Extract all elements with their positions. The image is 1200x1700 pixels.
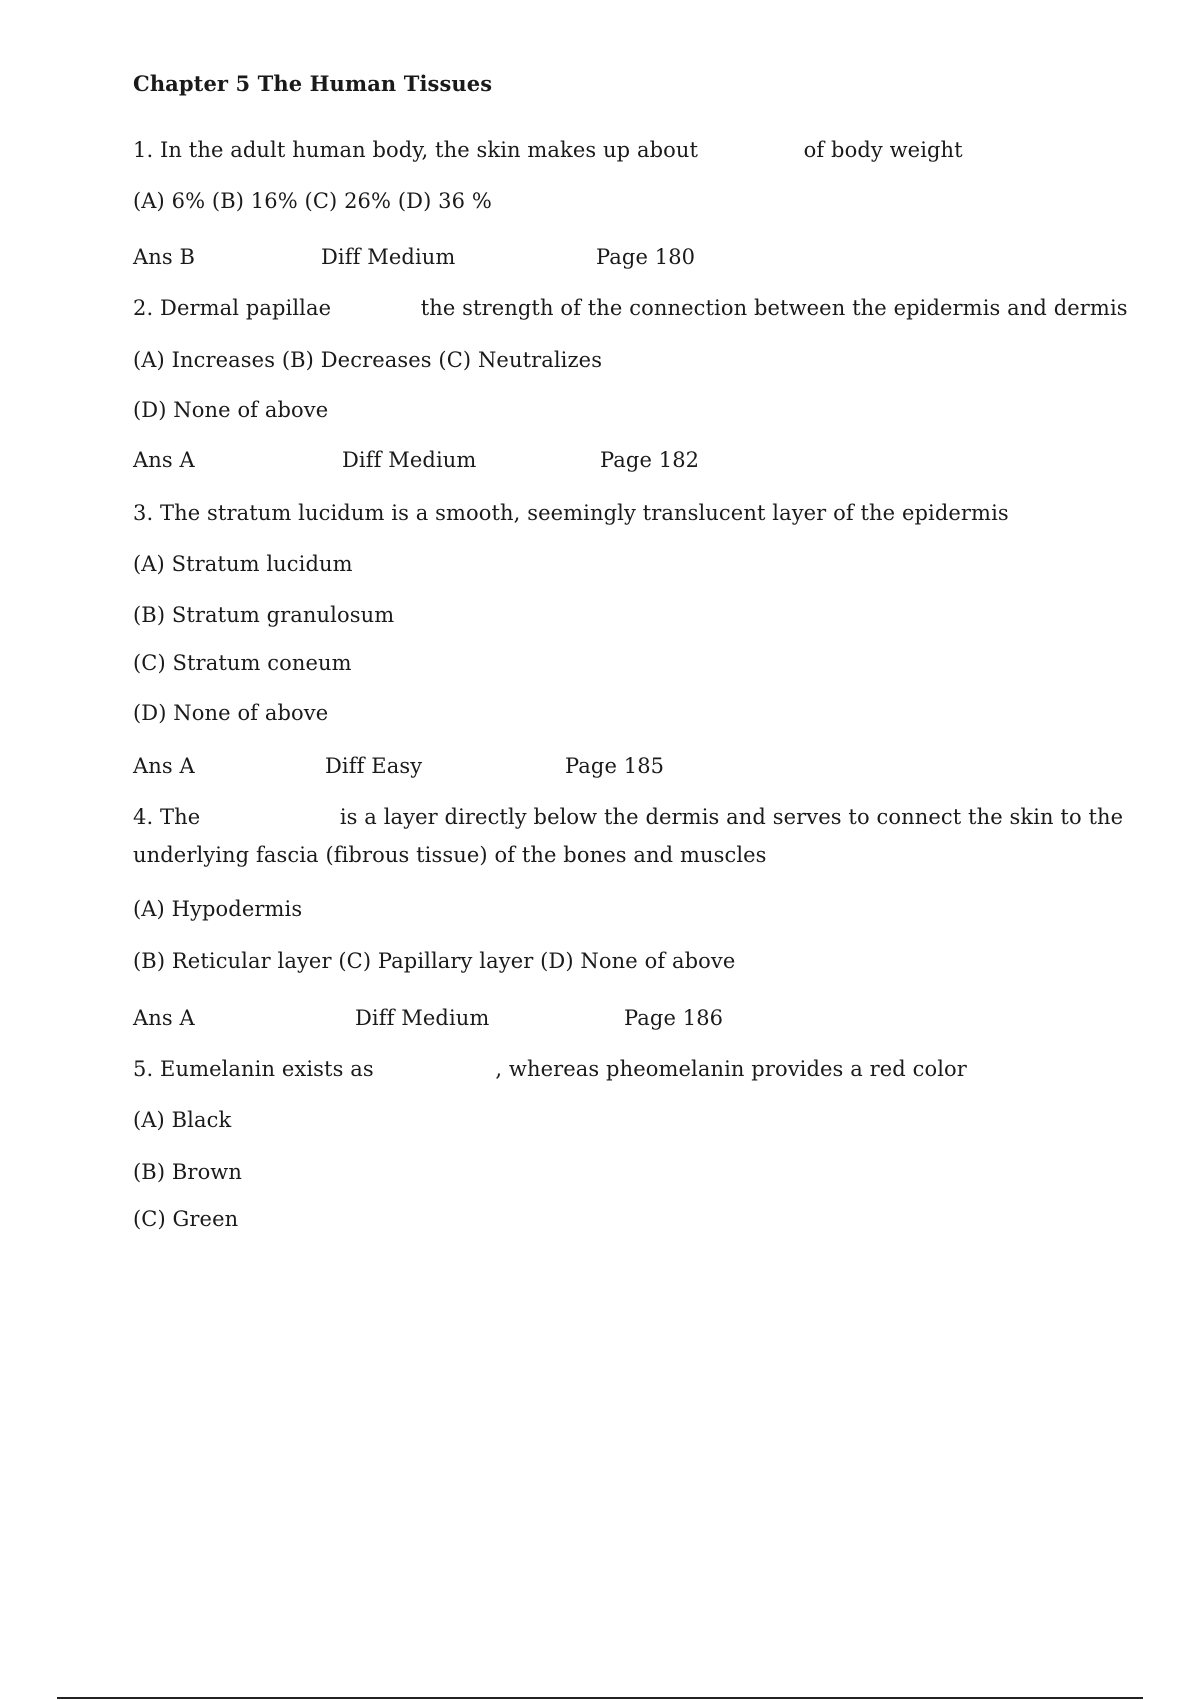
chapter-title: Chapter 5 The Human Tissues — [133, 71, 493, 96]
question-1-stem-part1: 1. In the adult human body, the skin makes up about — [133, 138, 699, 162]
question-4-stem-line2: underlying fascia (fibrous tissue) of the bones and muscles — [133, 843, 767, 867]
question-4-stem — [133, 804, 1123, 830]
question-3-answer: Ans A — [133, 754, 195, 778]
question-1-stem — [133, 137, 963, 163]
question-5-option-a: (A) Black — [133, 1108, 232, 1132]
question-2-difficulty: Diff Medium — [342, 448, 477, 472]
question-2-answer: Ans A — [133, 448, 195, 472]
question-3-option-d: (D) None of above — [133, 701, 329, 725]
question-3-stem: 3. The stratum lucidum is a smooth, seemingly translucent layer of the epidermis — [133, 501, 1009, 525]
question-1-stem-part2: of body weight — [803, 138, 963, 162]
question-5-stem — [133, 1056, 967, 1082]
question-2-options-line1: (A) Increases (B) Decreases (C) Neutralizes — [133, 348, 603, 372]
question-4-difficulty: Diff Medium — [355, 1006, 490, 1030]
question-4-page: Page 186 — [624, 1006, 724, 1030]
question-4-answer: Ans A — [133, 1006, 195, 1030]
question-5-stem-part1: 5. Eumelanin exists as — [133, 1057, 374, 1081]
question-2-stem-part2: the strength of the connection between the epidermis and dermis — [420, 296, 1128, 320]
question-3-option-a: (A) Stratum lucidum — [133, 552, 353, 576]
question-3-difficulty: Diff Easy — [325, 754, 423, 778]
question-2-stem-part1: 2. Dermal papillae — [133, 296, 332, 320]
question-1-options: (A) 6% (B) 16% (C) 26% (D) 36 % — [133, 189, 492, 213]
question-4-stem-part2: is a layer directly below the dermis and serves to connect the skin to the — [339, 805, 1124, 829]
question-4-option-a: (A) Hypodermis — [133, 897, 303, 921]
question-2-page: Page 182 — [600, 448, 700, 472]
question-5-option-b: (B) Brown — [133, 1160, 243, 1184]
question-4-options-line2: (B) Reticular layer (C) Papillary layer (D) None of above — [133, 949, 736, 973]
question-3-page: Page 185 — [565, 754, 665, 778]
question-4-stem-part1: 4. The — [133, 805, 201, 829]
question-1-difficulty: Diff Medium — [321, 245, 456, 269]
question-3-option-b: (B) Stratum granulosum — [133, 603, 395, 627]
question-5-stem-part2: , whereas pheomelanin provides a red color — [495, 1057, 967, 1081]
question-5-option-c: (C) Green — [133, 1207, 239, 1231]
question-1-answer: Ans B — [133, 245, 196, 269]
bottom-rule — [57, 1697, 1143, 1699]
question-3-option-c: (C) Stratum coneum — [133, 651, 352, 675]
question-2-options-line2: (D) None of above — [133, 398, 329, 422]
question-2-stem — [133, 295, 1128, 321]
question-1-page: Page 180 — [596, 245, 696, 269]
